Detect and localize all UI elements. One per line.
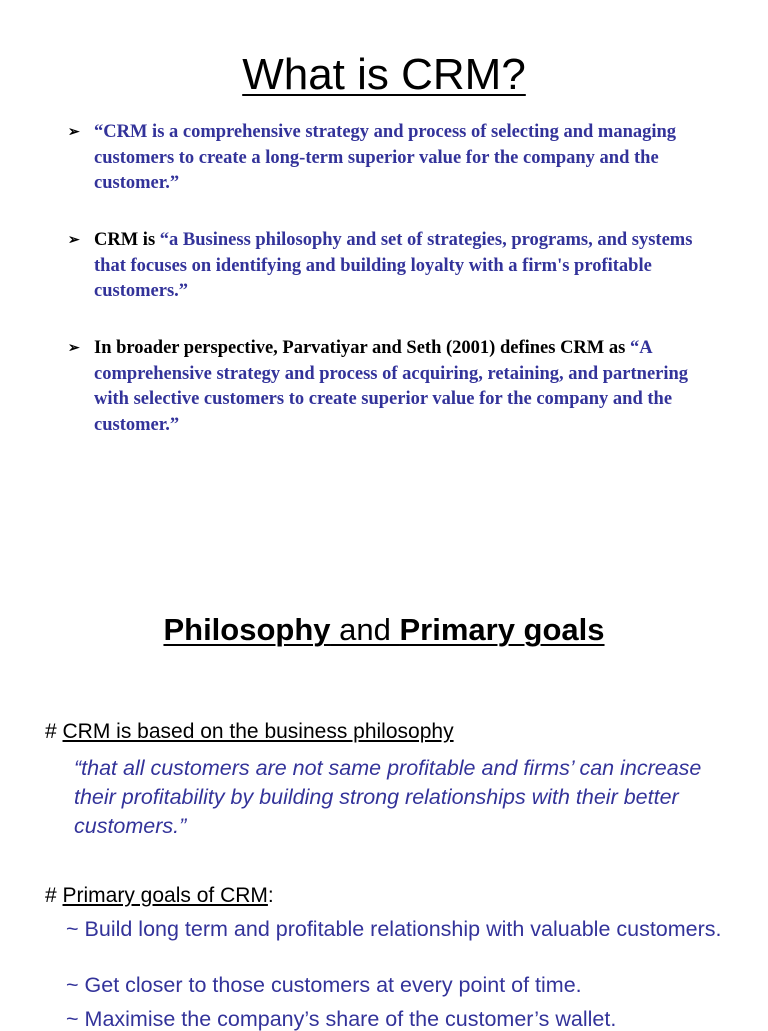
bullet-prefix: In broader perspective, Parvatiyar and Seth (2001) defines CRM as [94,338,630,358]
bullet-body: “a Business philosophy and set of strategies, programs, and systems that focuses on identifying and building loyalty with a firm's profitable customers.” [94,230,693,301]
goal-item: ~ Maximise the company’s share of the customer’s wallet. [66,1007,617,1031]
bullet-body: “A comprehensive strategy and process of acquiring, retaining, and partnering with selective customers to create superior value for the company and the customer.” [94,338,689,435]
section-heading [0,610,768,650]
philosophy-quote: “that all customers are not same profitable and firms’ can increase their profitability by building strong relationships with their better customers.” [74,756,702,838]
definition-bullet-1 [68,120,708,197]
hash-marker: # [45,884,63,907]
philosophy-label-text: CRM is based on the business philosophy [62,720,454,743]
arrow-bullet-icon: ➢ [68,125,80,140]
goals-label-text: Primary goals of CRM [62,884,268,907]
slide-title: What is CRM? [242,50,526,99]
goals-label [45,883,274,909]
goal-item: ~ Get closer to those customers at every point of time. [66,973,582,997]
heading-primary-goals: Primary goals [399,612,605,647]
bullet-prefix: CRM is [94,230,160,250]
definition-bullet-2 [68,228,708,305]
heading-and: and [330,612,400,647]
philosophy-label [45,719,454,745]
goal-item: ~ Build long term and profitable relationship with valuable customers. [66,917,722,941]
arrow-bullet-icon: ➢ [68,341,80,356]
heading-philosophy: Philosophy [163,612,331,647]
arrow-bullet-icon: ➢ [68,233,80,248]
definition-bullet-3 [68,336,708,438]
hash-marker: # [45,720,63,743]
bullet-body: “CRM is a comprehensive strategy and process of selecting and managing customers to create a long-term superior value for the company and the customer.” [94,122,677,193]
goals-label-colon: : [267,884,274,907]
